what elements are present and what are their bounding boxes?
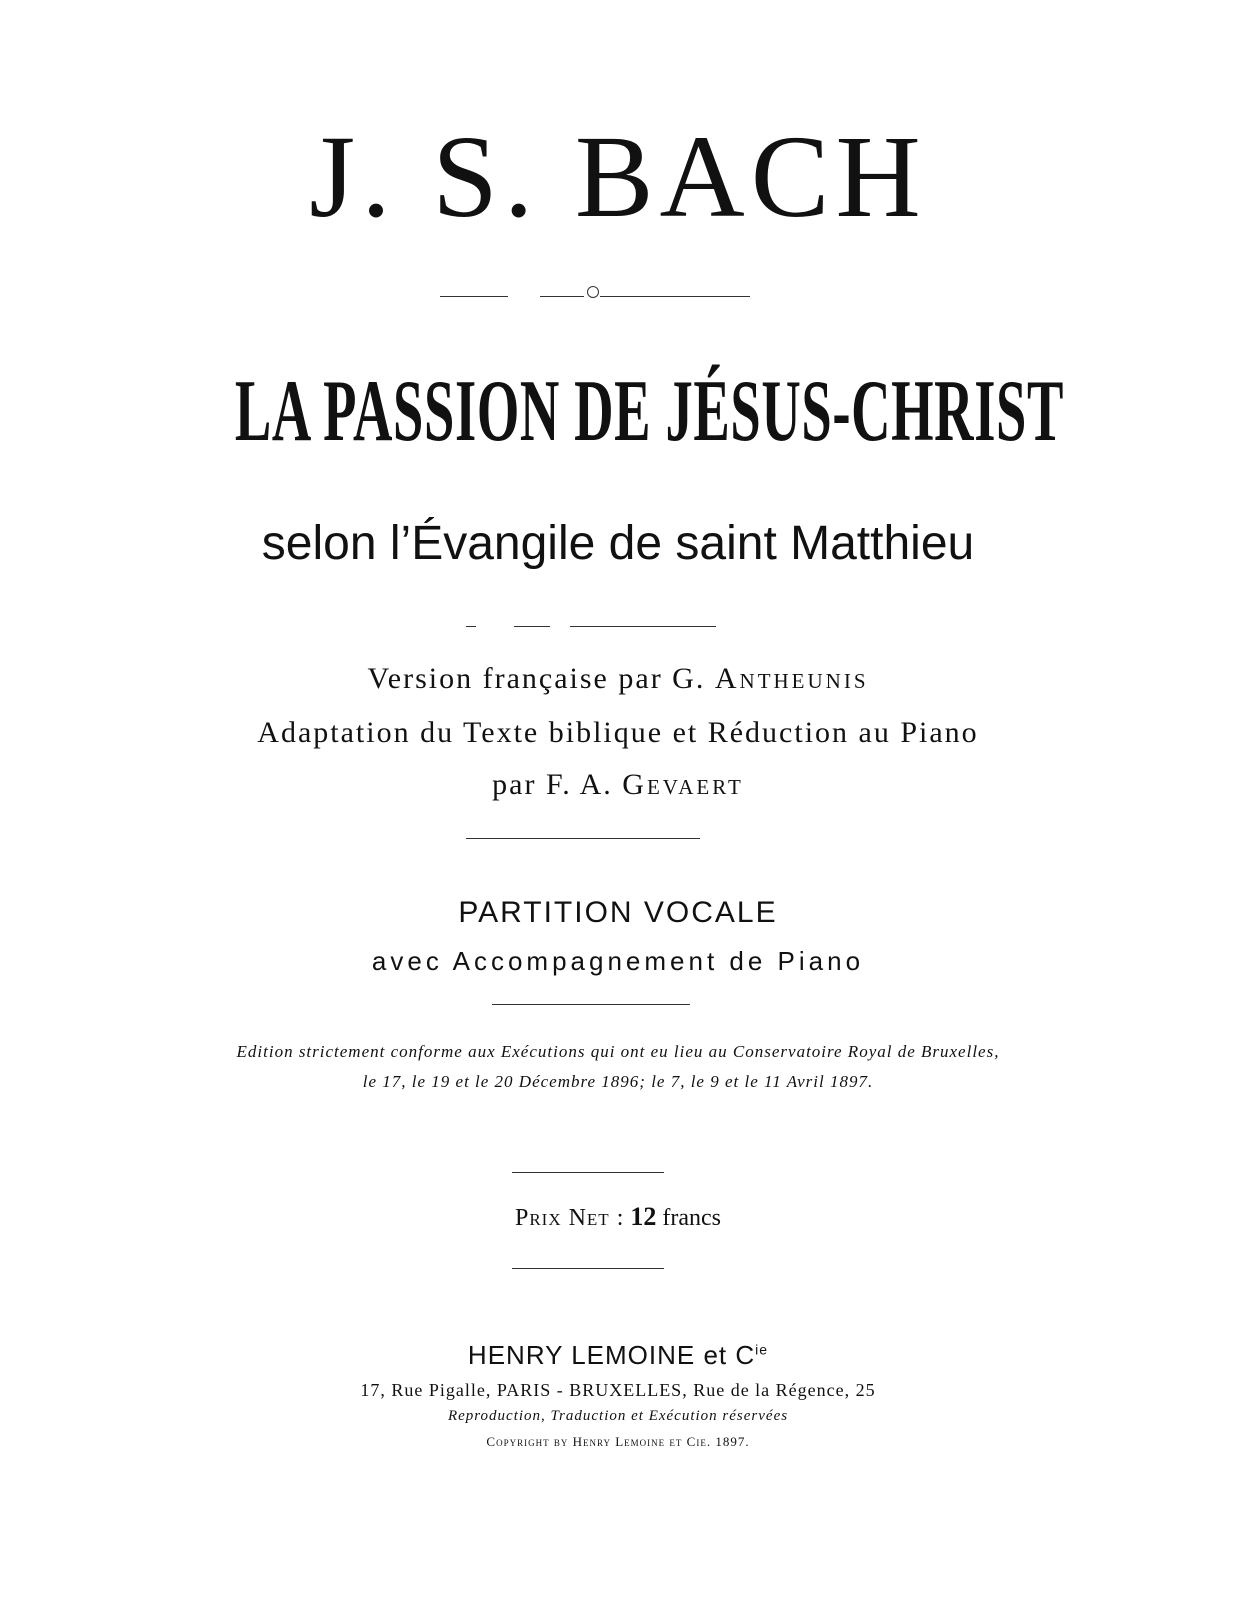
divider — [466, 838, 700, 839]
divider — [492, 1004, 690, 1005]
price-unit: francs — [662, 1205, 722, 1231]
divider — [512, 1268, 664, 1269]
ornament-icon — [587, 286, 599, 298]
arranger-name: Gevaert — [622, 768, 744, 801]
edition-note-line1: Edition strictement conforme aux Exécutions qui ont eu lieu au Conservatoire Royal de Bruxelles, — [236, 1042, 1000, 1061]
publisher-name — [0, 1340, 1236, 1371]
rights-notice: Reproduction, Traduction et Exécution réservées — [447, 1408, 789, 1424]
translation-credit — [0, 662, 1236, 696]
arranger-prefix: par F. A. — [492, 768, 613, 801]
divider — [512, 1172, 664, 1173]
work-title: LA PASSION DE JÉSUS-CHRIST — [234, 363, 1065, 460]
ornament-rule — [440, 296, 508, 297]
price-amount: 12 — [630, 1202, 657, 1231]
price-label: Prix Net : — [514, 1205, 625, 1231]
ornament-rule — [540, 296, 584, 297]
ornament-rule — [600, 296, 750, 297]
publisher-text: HENRY LEMOINE et C — [467, 1340, 756, 1370]
translator-name: Antheunis — [714, 662, 869, 695]
composer-name: J. S. BACH — [309, 111, 927, 242]
arranger-credit — [0, 768, 1236, 802]
divider — [570, 626, 716, 627]
edition-note-line2: le 17, le 19 et le 20 Décembre 1896; le 7, le 9 et le 11 Avril 1897. — [362, 1072, 874, 1091]
publisher-address: 17, Rue Pigalle, PARIS - BRUXELLES, Rue de la Régence, 25 — [360, 1380, 876, 1400]
divider — [514, 626, 550, 627]
price — [0, 1202, 1236, 1232]
score-type: PARTITION VOCALE — [458, 896, 778, 929]
translation-prefix: Version française par G. — [367, 662, 706, 695]
divider — [466, 626, 476, 627]
accompaniment-note: avec Accompagnement de Piano — [371, 946, 865, 976]
publisher-sup: ie — [755, 1341, 769, 1358]
adaptation-credit: Adaptation du Texte biblique et Réduction au Piano — [257, 716, 979, 749]
copyright-notice: Copyright by Henry Lemoine et Cie. 1897. — [486, 1434, 750, 1449]
work-subtitle: selon l’Évangile de saint Matthieu — [261, 517, 975, 570]
